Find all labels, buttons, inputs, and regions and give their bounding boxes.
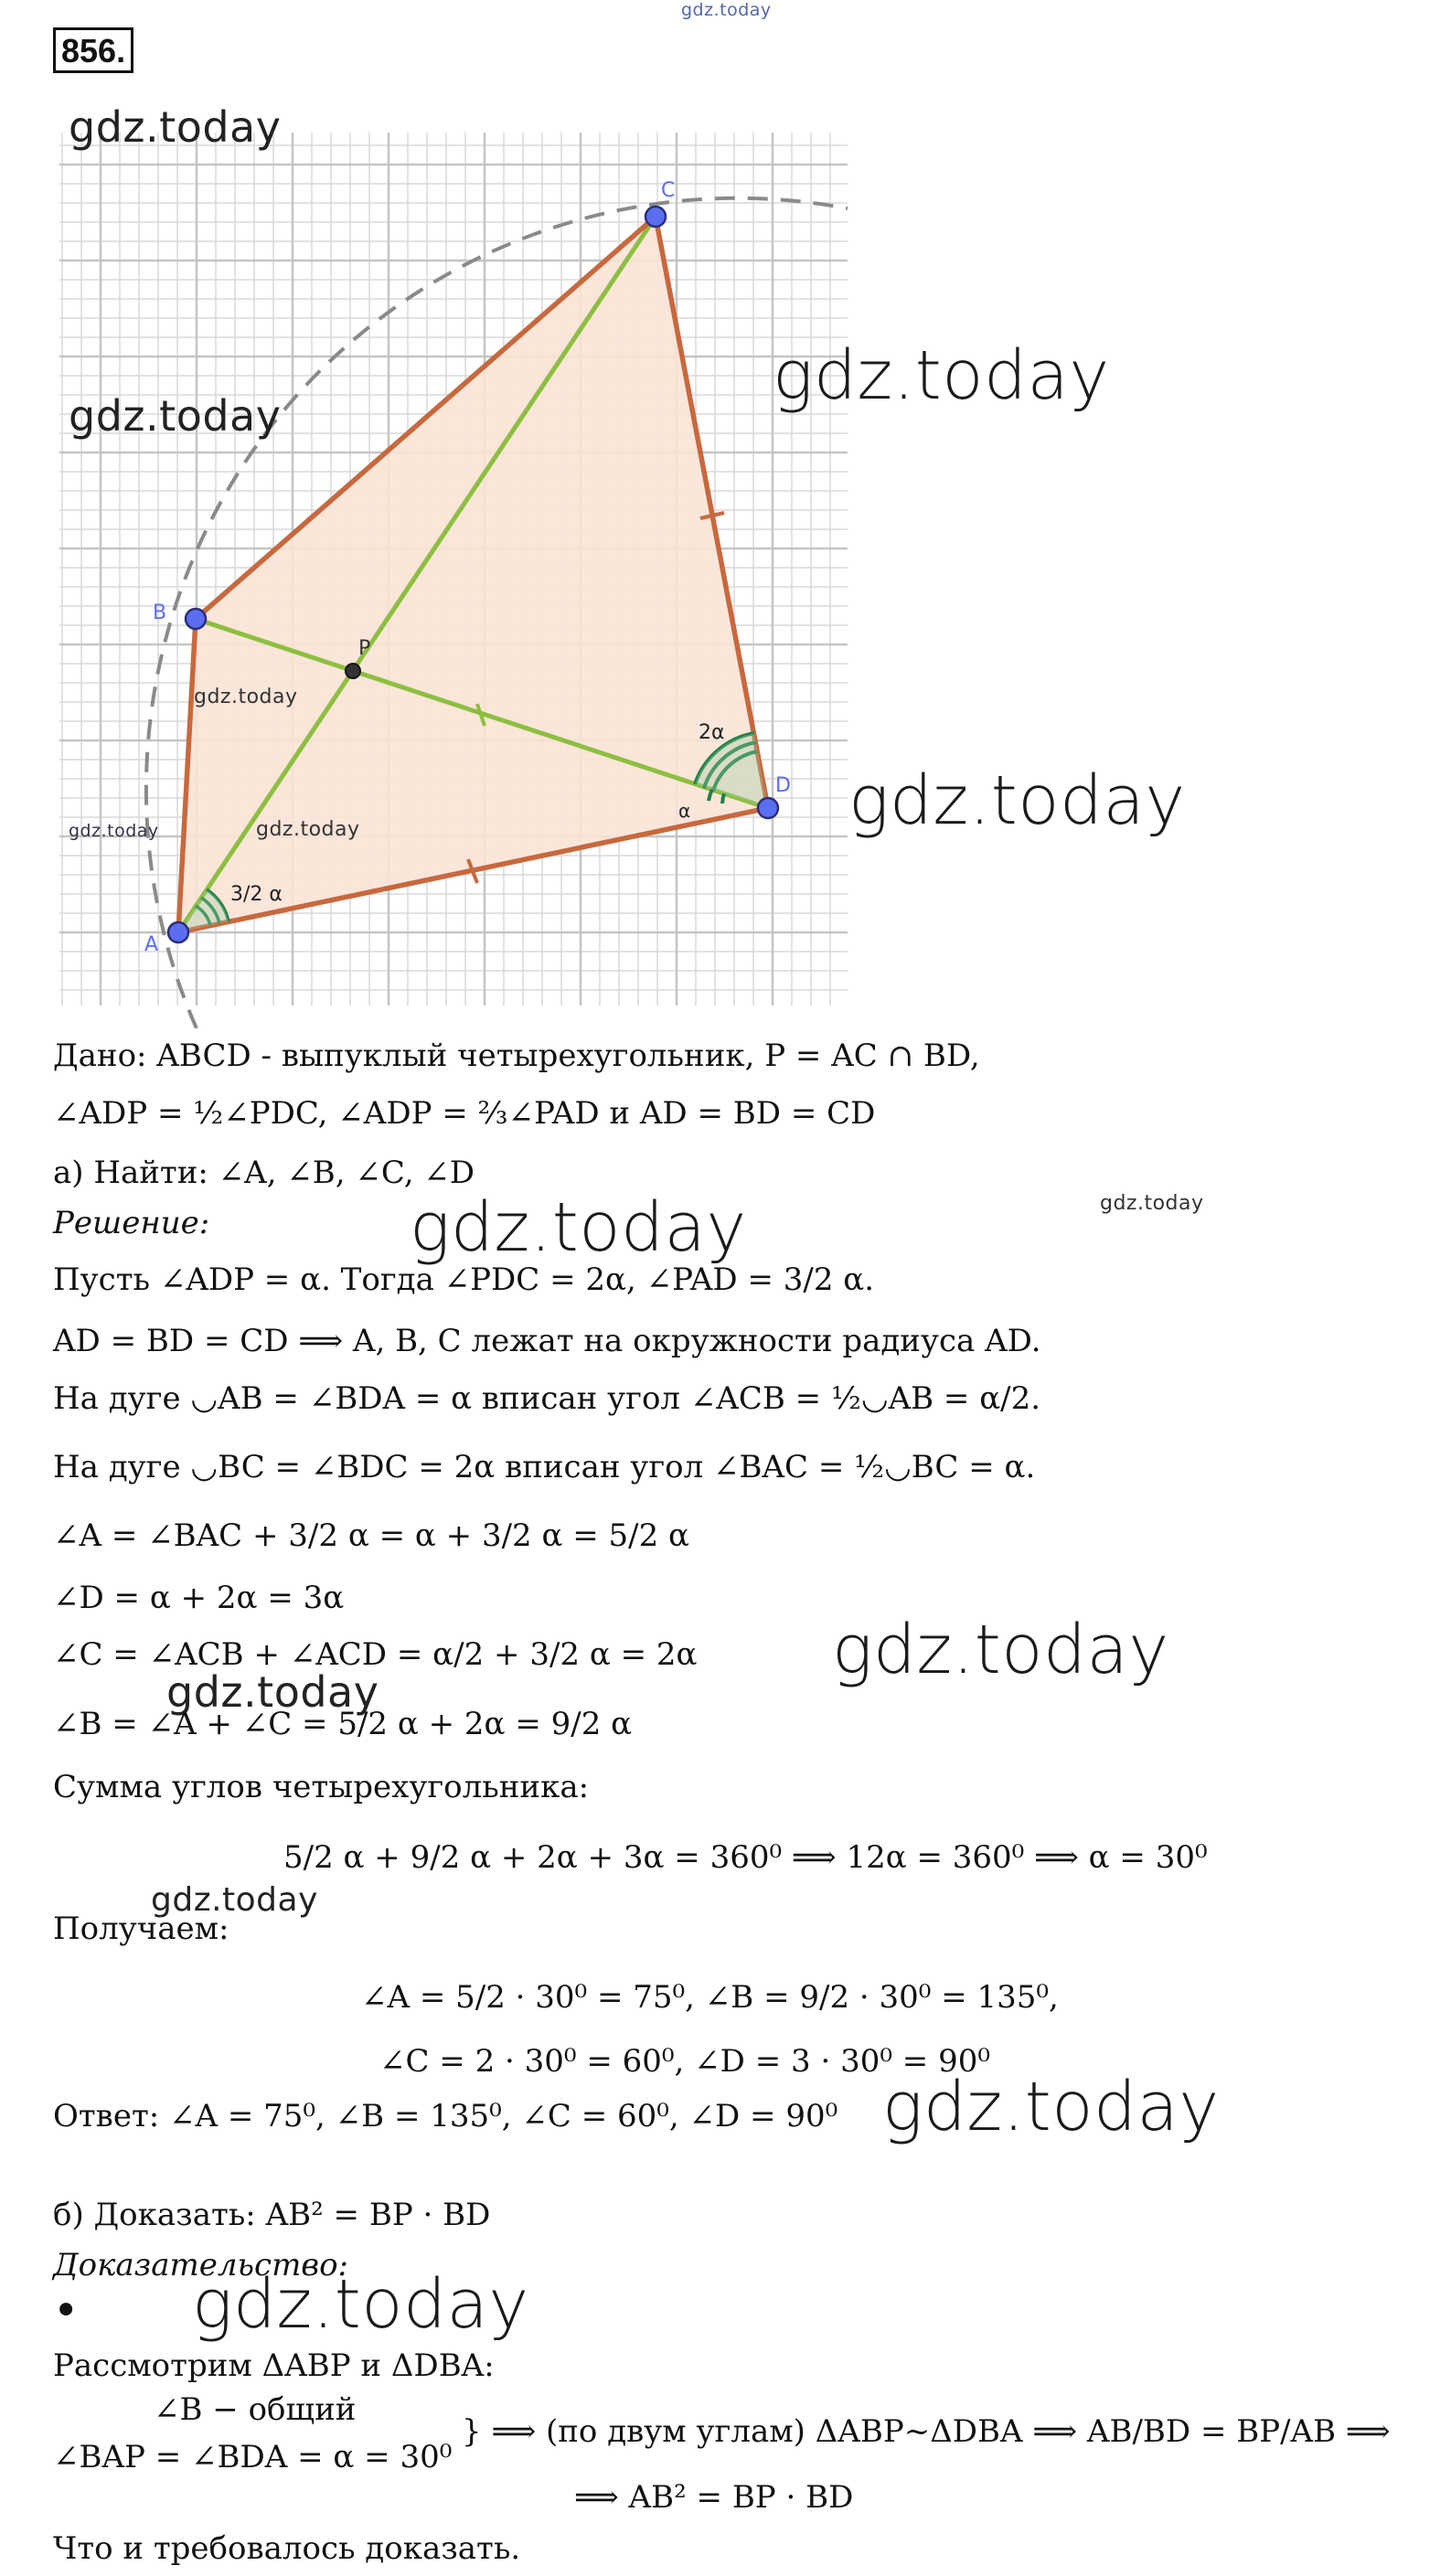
consider-line: Рассмотрим ΔABP и ΔDBA: <box>53 2347 495 2384</box>
angle-label-A: 3/2 α <box>230 883 283 906</box>
label-A: A <box>144 933 159 956</box>
find-line: а) Найти: ∠A, ∠B, ∠C, ∠D <box>53 1155 475 1191</box>
geometry-figure <box>0 0 1440 1028</box>
answer-line: Ответ: ∠A = 75⁰, ∠B = 135⁰, ∠C = 60⁰, ∠D = 90⁰ <box>53 2098 838 2134</box>
watermark-fig-D: gdz.today <box>848 761 1186 840</box>
point-B <box>186 609 206 629</box>
point-D <box>758 798 778 818</box>
sum-equation: 5/2 α + 9/2 α + 2α + 3α = 360⁰ ⟹ 12α = 360⁰ ⟹ α = 30⁰ <box>283 1839 1208 1876</box>
result-heading: Получаем: <box>53 1911 229 1947</box>
point-A <box>168 922 188 942</box>
watermark-fig-inner-1: gdz.today <box>194 686 298 708</box>
label-B: B <box>153 601 167 624</box>
label-D: D <box>775 774 791 797</box>
angle-D-line: ∠D = α + 2α = 3α <box>53 1580 345 1616</box>
prove-line: б) Доказать: AB² = BP · BD <box>53 2197 491 2233</box>
watermark-fig-mid-left: gdz.today <box>69 391 282 441</box>
watermark-fig-left-small: gdz.today <box>69 821 159 841</box>
solution-heading: Решение: <box>53 1205 210 1241</box>
solution-line-3: На дуге ◡AB = ∠BDA = α вписан угол ∠ACB = ½◡AB = α/2. <box>53 1380 1041 1417</box>
result-line-2: ∠C = 2 · 30⁰ = 60⁰, ∠D = 3 · 30⁰ = 90⁰ <box>379 2043 990 2080</box>
angle-label-D-lower: α <box>678 800 691 822</box>
bullet: • <box>53 2285 80 2336</box>
angle-A-line: ∠A = ∠BAC + 3/2 α = α + 3/2 α = 5/2 α <box>53 1517 690 1554</box>
given-line-2: ∠ADP = ½∠PDC, ∠ADP = ⅔∠PAD и AD = BD = CD <box>53 1095 876 1132</box>
watermark-fig-inner-2: gdz.today <box>256 818 360 841</box>
watermark-text-4: gdz.today <box>192 2265 529 2344</box>
watermark-text-right: gdz.today <box>1100 1192 1204 1215</box>
solution-line-2: AD = BD = CD ⟹ A, B, C лежат на окружности радиуса AD. <box>53 1323 1041 1359</box>
solution-line-1: Пусть ∠ADP = α. Тогда ∠PDC = 2α, ∠PAD = 3/2 α. <box>53 1261 875 1298</box>
solution-line-4: На дуге ◡BC = ∠BDC = 2α вписан угол ∠BAC = ½◡BC = α. <box>53 1449 1036 1485</box>
label-P: P <box>358 637 371 660</box>
proof-heading: Доказательство: <box>53 2247 349 2283</box>
watermark-text-1: gdz.today <box>410 1188 747 1267</box>
angle-C-line: ∠C = ∠ACB + ∠ACD = α/2 + 3/2 α = 2α <box>53 1636 698 1673</box>
sum-heading: Сумма углов четырехугольника: <box>53 1769 590 1805</box>
point-C <box>645 207 666 227</box>
similarity-line: } ⟹ (по двум углам) ΔABP~ΔDBA ⟹ AB/BD = BP/AB ⟹ <box>462 2413 1391 2450</box>
watermark-text-2: gdz.today <box>832 1611 1169 1689</box>
equal-angle-line: ∠BAP = ∠BDA = α = 30⁰ <box>53 2439 453 2475</box>
point-P <box>346 664 360 678</box>
angle-label-D-upper: 2α <box>699 721 725 744</box>
given-line-1: Дано: ABCD - выпуклый четырехугольник, P = AC ∩ BD, <box>53 1038 980 1074</box>
watermark-text-3: gdz.today <box>882 2068 1220 2146</box>
watermark-text-sum: gdz.today <box>151 1881 318 1919</box>
angle-B-line: ∠B = ∠A + ∠C = 5/2 α + 2α = 9/2 α <box>53 1706 633 1742</box>
common-angle-line: ∠B − общий <box>154 2391 357 2428</box>
qed-line: Что и требовалось доказать. <box>53 2530 521 2567</box>
watermark-fig-top-left: gdz.today <box>69 102 282 152</box>
problem-number: 856. <box>53 27 133 73</box>
label-C: C <box>661 179 676 202</box>
watermark-fig-right: gdz.today <box>773 336 1110 415</box>
conclusion-equation: ⟹ AB² = BP · BD <box>574 2479 854 2516</box>
watermark-text-mid: gdz.today <box>166 1667 379 1717</box>
watermark-top: gdz.today <box>681 0 772 20</box>
result-line-1: ∠A = 5/2 · 30⁰ = 75⁰, ∠B = 9/2 · 30⁰ = 135⁰, <box>361 1979 1059 2016</box>
